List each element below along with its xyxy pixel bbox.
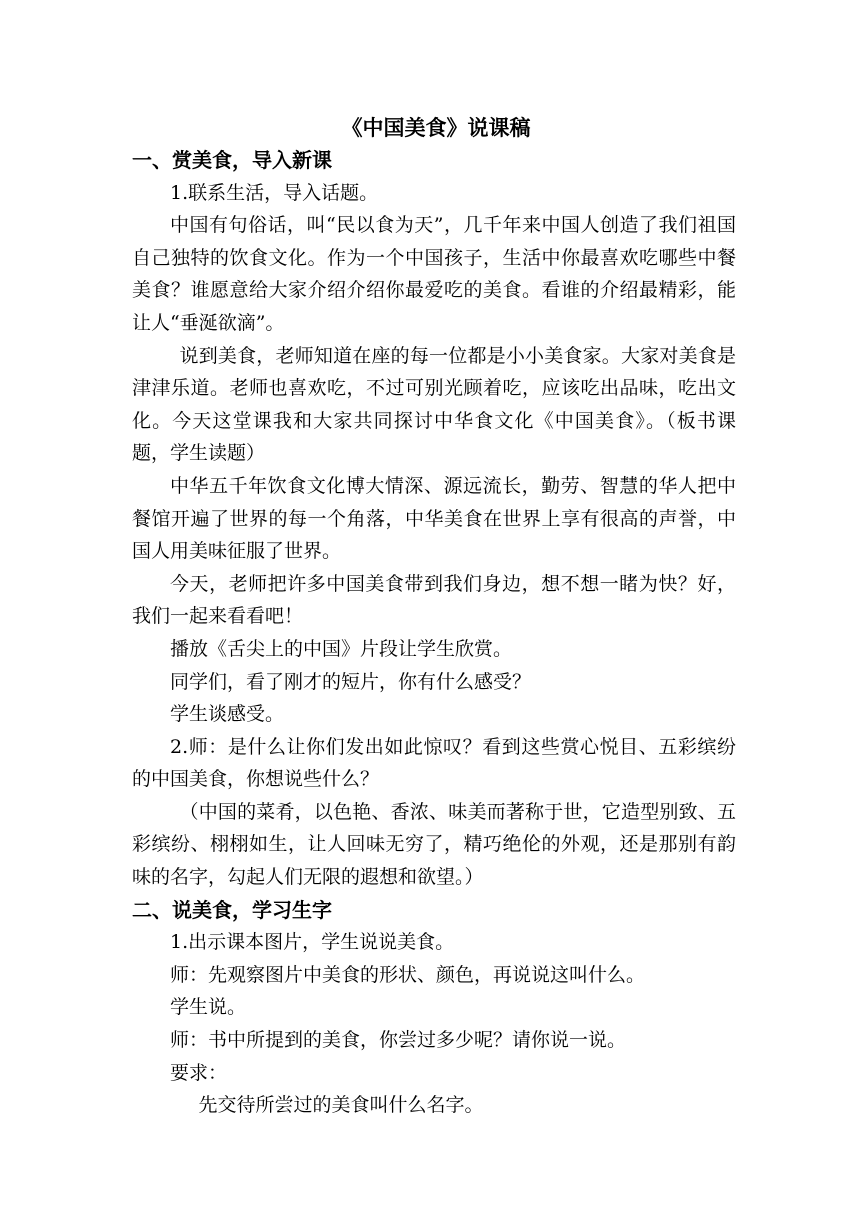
section-heading-1: 一、赏美食，导入新课 — [132, 148, 332, 172]
paragraph: 学生说。 — [170, 996, 247, 1019]
section-heading-2: 二、说美食，学习生字 — [132, 897, 332, 922]
paragraph: 1.联系生活，导入话题。 — [170, 181, 379, 204]
paragraph: 今天，老师把许多中国美食带到我们身边，想不想一睹为快？好，我们一起来看看吧！ — [132, 572, 736, 628]
paragraph: 2.师：是什么让你们发出如此惊叹？看到这些赏心悦目、五彩缤纷的中国美食，你想说些什么？ — [132, 735, 736, 791]
paragraph: 师：先观察图片中美食的形状、颜色，再说说这叫什么。 — [170, 963, 646, 986]
document-body — [132, 144, 736, 1122]
paragraph: 学生谈感受。 — [170, 703, 285, 726]
paragraph: 同学们，看了刚才的短片，你有什么感受？ — [170, 670, 532, 693]
paragraph: 说到美食，老师知道在座的每一位都是小小美食家。大家对美食是津津乐道。老师也喜欢吃，不过可别光顾着吃，应该吃出品味，吃出文化。今天这堂课我和大家共同探讨中华食文化《中国美食》。（板书课题，学生读题） — [132, 344, 736, 465]
paragraph: 要求： — [170, 1061, 228, 1084]
paragraph: （中国的菜肴，以色艳、香浓、味美而著称于世，它造型别致、五彩缤纷、栩栩如生，让人回味无穷了，精巧绝伦的外观，还是那别有韵味的名字，勾起人们无限的遐想和欲望。） — [132, 800, 736, 889]
paragraph: 先交待所尝过的美食叫什么名字。 — [198, 1094, 484, 1117]
paragraph: 师：书中所提到的美食，你尝过多少呢？请你说一说。 — [170, 1029, 627, 1052]
paragraph: 中国有句俗话，叫“民以食为天”，几千年来中国人创造了我们祖国自己独特的饮食文化。作为一个中国孩子，生活中你最喜欢吃哪些中餐美食？谁愿意给大家介绍介绍你最爱吃的美食。看谁的介绍最精彩，能让人“垂涎欲滴”。 — [132, 214, 736, 334]
document-title: 《中国美食》说课稿 — [341, 115, 531, 140]
paragraph: 中华五千年饮食文化博大情深、源远流长，勤劳、智慧的华人把中餐馆开遍了世界的每一个角落，中华美食在世界上享有很高的声誉，中国人用美味征服了世界。 — [132, 474, 736, 563]
paragraph: 播放《舌尖上的中国》片段让学生欣赏。 — [170, 637, 513, 660]
paragraph: 1.出示课本图片，学生说说美食。 — [170, 931, 455, 954]
